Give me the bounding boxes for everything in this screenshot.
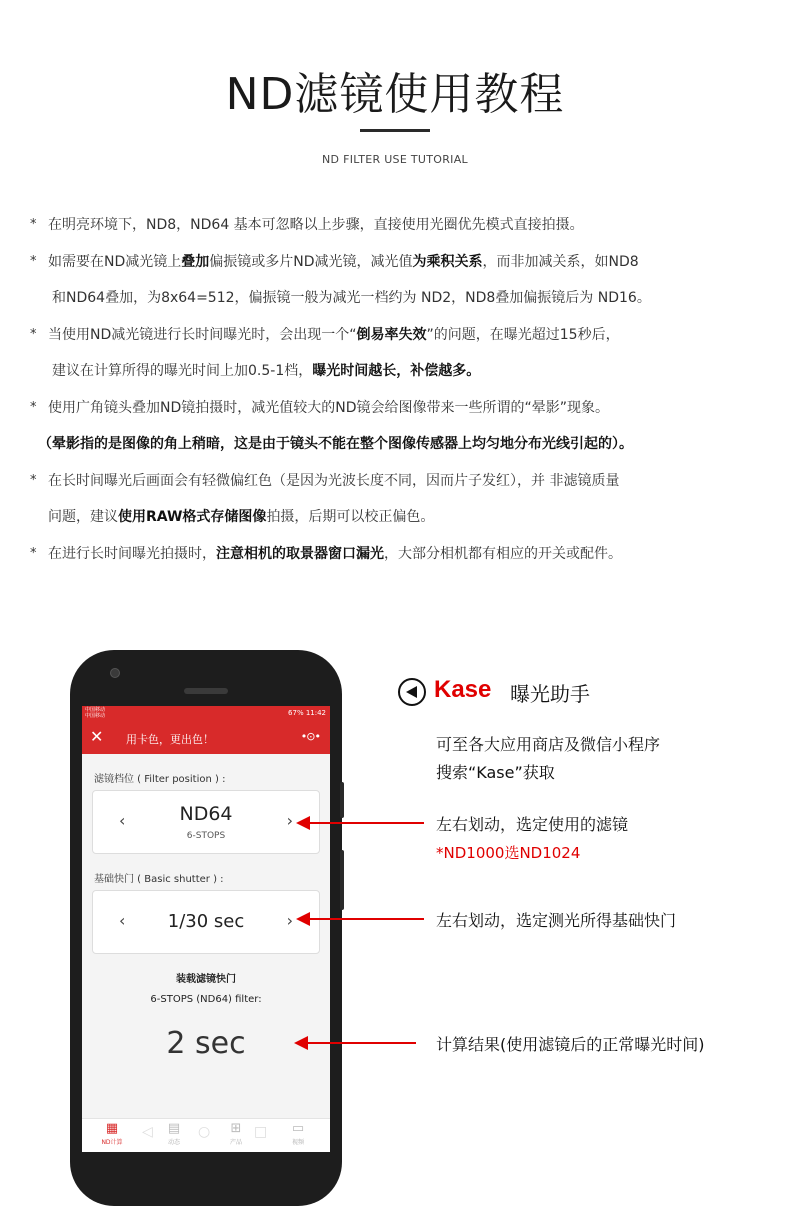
speaker-grille [184,688,228,694]
tip-line: * 在进行长时间曝光拍摄时，注意相机的取景器窗口漏光，大部分相机都有相应的开关或配件。 [30,541,760,578]
app-title: 用卡色，更出色！ [126,733,214,746]
bullet-star-icon: * [30,326,37,342]
store-note-line2: 搜索“Kase”获取 [436,763,555,782]
more-icon[interactable]: •⊙• [300,730,320,743]
bullet-star-icon: * [30,253,37,269]
tip-line: （晕影指的是图像的角上稍暗，这是由于镜头不能在整个图像传感器上均匀地分布光线引起的）。 [38,436,633,452]
nav-item-nd-calc[interactable]: ▦ ND计算 [92,1121,132,1146]
carrier-text: 中国移动 中国移动 [85,707,106,719]
shutter-value: 1/30 sec [167,911,245,932]
tip-line: * 在明亮环境下，ND8，ND64 基本可忽略以上步骤，直接使用光圈优先模式直接拍摄。 [30,212,760,249]
close-icon[interactable]: ✕ [90,727,104,746]
bullet-star-icon: * [30,217,37,232]
bullet-star-icon: * [30,545,37,561]
tip-line: 建议在计算所得的曝光时间上加0.5-1档，曝光时间越长，补偿越多。 [52,363,481,379]
chevron-left-icon[interactable]: ‹ [119,911,126,930]
battery-clock: 67% 11:42 [288,709,326,717]
result-filter-label: 6-STOPS (ND64) filter: [150,994,262,1005]
calculator-icon: ▦ [105,1121,119,1136]
chevron-left-icon[interactable]: ‹ [119,811,126,830]
volume-button [340,850,344,910]
result-value: 2 sec [166,1026,246,1061]
page-title: ND滤镜使用教程 [225,69,565,120]
pointer-arrow-shutter [308,918,424,920]
tips-list [30,212,760,577]
camera-icon [110,668,120,678]
tip-line: * 使用广角镜头叠加ND镜拍摄时，减光值较大的ND镜会给图像带来一些所谓的“晕影”现象。 [30,395,760,432]
tip-line: 问题，建议使用RAW格式存储图像拍摄，后期可以校正偏色。 [48,509,435,525]
nav-item-products[interactable]: ⊞ 产品 [216,1121,256,1146]
shutter-picker[interactable] [92,890,320,954]
back-arrow-icon [398,678,426,706]
title-divider [360,129,430,132]
brand-suffix: 曝光助手 [510,682,590,706]
pointer-arrow-result [306,1042,416,1044]
filter-stops: 6-STOPS [186,831,226,841]
tip-line: * 如需要在ND减光镜上叠加偏振镜或多片ND减光镜，减光值为乘积关系，而非加减关系，如ND8 [30,249,760,286]
status-bar [82,706,330,722]
page-subtitle: ND FILTER USE TUTORIAL [322,153,468,166]
tip-line: 和ND64叠加，为8x64=512，偏振镜一般为减光一档约为 ND2，ND8叠加偏振镜后为 ND16。 [52,290,651,306]
nav-item-news[interactable]: ▤ 动态 [154,1121,194,1146]
nd1000-note: *ND1000选ND1024 [436,844,581,862]
result-note: 计算结果(使用滤镜后的正常曝光时间) [436,1035,705,1054]
nav-item-video[interactable]: ▭ 视频 [278,1121,318,1146]
android-nav-bar [82,1120,330,1152]
filter-label: 滤镜档位 ( Filter position ) : [94,774,226,785]
video-icon: ▭ [291,1121,305,1136]
store-note-line1: 可至各大应用商店及微信小程序 [436,735,661,754]
document-icon: ▤ [167,1121,181,1136]
filter-picker[interactable] [92,790,320,854]
shutter-label: 基础快门 ( Basic shutter ) : [94,874,224,885]
tip-line: * 在长时间曝光后画面会有轻微偏红色（是因为光波长度不同，因而片子发红），并 非滤镜质量 [30,468,760,505]
brand-logo: Kase [434,676,492,703]
tip-line: * 当使用ND减光镜进行长时间曝光时，会出现一个“倒易率失效”的问题，在曝光超过15秒后， [30,322,760,359]
result-label: 装载滤镜快门 [176,974,236,985]
home-icon[interactable]: ○ [198,1124,211,1140]
bullet-star-icon: * [30,399,37,415]
grid-icon: ⊞ [230,1121,242,1136]
swipe-filter-note: 左右划动，选定使用的滤镜 [436,815,629,834]
filter-value: ND64 [179,803,233,825]
swipe-shutter-note: 左右划动，选定测光所得基础快门 [436,911,677,930]
pointer-arrow-filter [308,822,424,824]
app-bar [82,722,330,754]
bullet-star-icon: * [30,472,37,488]
chevron-right-icon[interactable]: › [286,911,293,930]
power-button [340,782,344,818]
chevron-right-icon[interactable]: › [286,811,293,830]
phone-mockup [70,650,342,1206]
back-icon[interactable]: ◁ [142,1124,153,1140]
recents-icon[interactable]: □ [254,1124,268,1140]
phone-screen [82,706,330,1152]
